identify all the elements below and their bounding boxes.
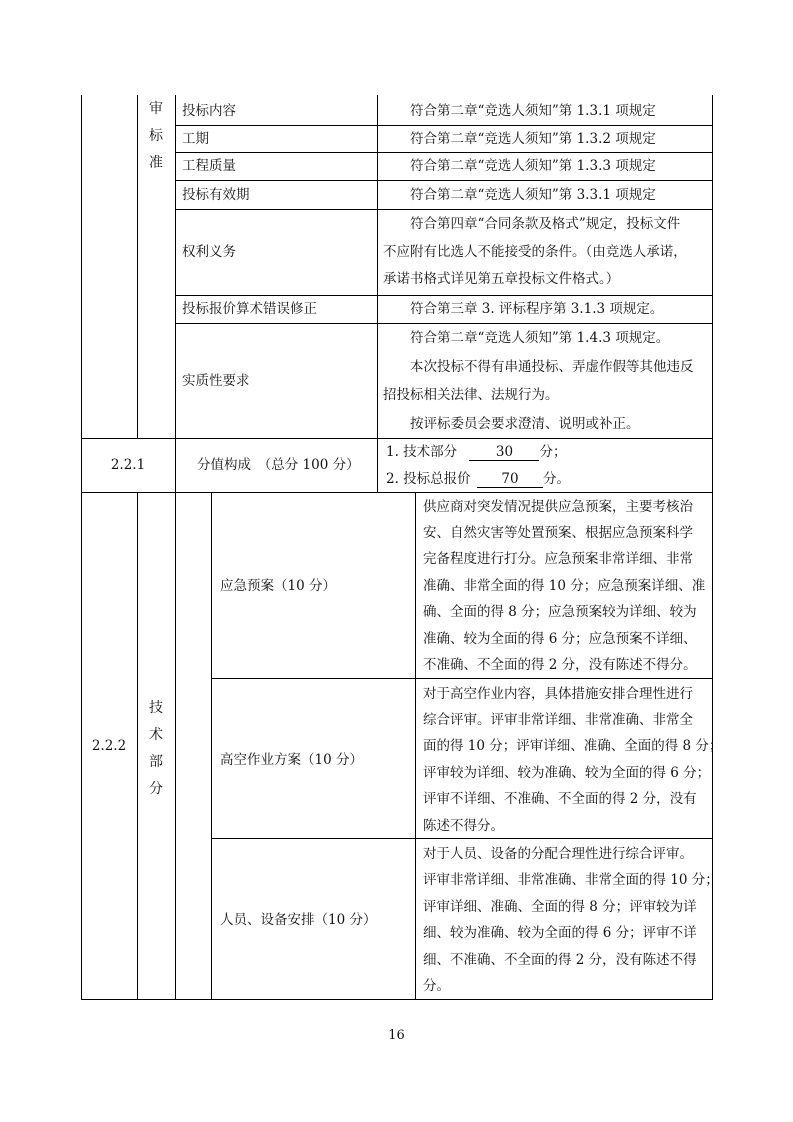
page-number: 16: [388, 1028, 405, 1043]
review-criterion-rights-line: 符合第四章“合同条款及格式”规定，投标文件: [383, 216, 681, 232]
review-divider-2: [175, 95, 176, 438]
score-code: 2.2.1: [110, 457, 146, 473]
review-criterion-substantive-line: 按评标委员会要求澄清、说明或补正。: [383, 416, 640, 432]
tech-item-emergency-plan-line: 完备程度进行打分。应急预案非常详细、非常: [423, 551, 693, 567]
review-row-line: [175, 295, 712, 296]
tech-divider-3: [211, 492, 212, 1000]
tech-item-emergency-plan-line: 供应商对突发情况提供应急预案，主要考核治: [423, 499, 693, 515]
tech-code: 2.2.2: [91, 738, 127, 754]
score-price-value: 70: [477, 471, 543, 488]
tech-item-staffing-equipment-line: 细、较为准确、较为全面的得 6 分；评审不详: [423, 925, 697, 941]
tech-item-high-altitude-plan-line: 评审不详细、不准确、不全面的得 2 分，没有: [423, 791, 697, 807]
review-item-quality: 工程质量: [182, 158, 236, 174]
review-row-line: [175, 125, 712, 126]
tech-item-staffing-equipment-line: 评审详细、准确、全面的得 8 分；评审较为详: [423, 899, 697, 915]
review-row-line: [175, 180, 712, 181]
review-criterion-scope: 符合第二章“竞选人须知”第 1.3.1 项规定: [383, 103, 656, 119]
review-divider-1: [137, 95, 138, 438]
review-item-validity: 投标有效期: [182, 187, 250, 203]
tech-item-staffing-equipment-line: 分。: [423, 978, 450, 994]
review-criterion-substantive-line: 招投标相关法律、法规行为。: [383, 387, 559, 403]
review-row-line: [175, 323, 712, 324]
tech-item-high-altitude-plan-line: 对于高空作业内容，具体措施安排合理性进行: [423, 686, 693, 702]
review-criterion-duration: 符合第二章“竞选人须知”第 1.3.2 项规定: [383, 131, 656, 147]
tech-divider-2: [175, 492, 176, 1000]
tech-item-emergency-plan-line: 确、全面的得 8 分；应急预案较为详细、较为: [423, 604, 697, 620]
tech-item-high-altitude-plan-line: 综合评审。评审非常详细、非常准确、非常全: [423, 712, 693, 728]
review-criterion-quality: 符合第二章“竞选人须知”第 1.3.3 项规定: [383, 158, 656, 174]
review-row-line: [175, 209, 712, 210]
review-item-substantive: 实质性要求: [182, 373, 250, 389]
review-item-rights: 权利义务: [182, 244, 236, 260]
tech-item-emergency-plan: 应急预案（10 分）: [220, 578, 336, 594]
tech-item-staffing-equipment-line: 细、不准确、不全面的得 2 分，没有陈述不得: [423, 952, 697, 968]
tech-item-high-altitude-plan-line: 陈述不得分。: [423, 818, 504, 834]
score-technical-unit: 分；: [539, 444, 567, 460]
table-border-left: [81, 95, 82, 1000]
score-price-label: 2. 投标总报价: [386, 471, 471, 487]
score-divider-2: [377, 438, 378, 492]
tech-divider-1: [137, 492, 138, 1000]
tech-item-high-altitude-plan-line: 评审较为详细、较为准确、较为全面的得 6 分；: [423, 765, 711, 781]
score-technical: [386, 443, 566, 461]
review-item-price-correction: 投标报价算术错误修正: [182, 301, 317, 317]
tech-divider-4: [415, 492, 416, 1000]
tech-item-staffing-equipment-line: 对于人员、设备的分配合理性进行综合评审。: [423, 846, 693, 862]
review-item-scope: 投标内容: [182, 103, 236, 119]
tech-item-staffing-equipment-line: 评审非常详细、非常准确、非常全面的得 10 分；: [423, 872, 719, 888]
review-criterion-rights-line: 承诺书格式详见第五章投标文件格式。）: [383, 271, 620, 287]
review-criterion-price-correction: 符合第三章 3. 评标程序第 3.1.3 项规定。: [383, 301, 664, 317]
tech-label: 技术部分: [149, 700, 163, 797]
tech-item-emergency-plan-line: 准确、较为全面的得 6 分；应急预案不详细、: [423, 631, 697, 647]
tech-item-high-altitude-plan-line: 面的得 10 分；评审详细、准确、全面的得 8 分；: [423, 738, 723, 754]
tech-row-line: [211, 838, 712, 839]
review-row-line: [175, 152, 712, 153]
score-technical-label: 1. 技术部分: [386, 444, 458, 460]
tech-item-emergency-plan-line: 准确、非常全面的得 10 分；应急预案详细、准: [423, 578, 706, 594]
review-criterion-rights-line: 不应附有比选人不能接受的条件。（由竞选人承诺，: [383, 244, 687, 260]
review-item-duration: 工期: [182, 131, 209, 147]
review-label: 审标准: [149, 101, 163, 171]
tech-item-high-altitude-plan: 高空作业方案（10 分）: [220, 752, 363, 768]
tech-item-staffing-equipment: 人员、设备安排（10 分）: [220, 912, 377, 928]
review-divider-3: [377, 95, 378, 438]
tech-item-emergency-plan-line: 不准确、不全面的得 2 分，没有陈述不得分。: [423, 657, 697, 673]
tech-row-line: [211, 678, 712, 679]
tech-item-emergency-plan-line: 安、自然灾害等处置预案、根据应急预案科学: [423, 525, 693, 541]
score-label: 分值构成 （总分 100 分）: [197, 457, 360, 473]
score-price: [386, 470, 570, 488]
review-criterion-substantive-line: 本次投标不得有串通投标、弄虚作假等其他违反: [383, 359, 694, 375]
score-divider-1: [175, 438, 176, 492]
score-technical-value: 30: [469, 444, 539, 461]
table-border-bottom: [81, 999, 713, 1000]
review-criterion-validity: 符合第二章“竞选人须知”第 3.3.1 项规定: [383, 187, 656, 203]
review-criterion-substantive-line: 符合第二章“竞选人须知”第 1.4.3 项规定。: [383, 330, 670, 346]
score-price-unit: 分。: [542, 471, 570, 487]
table-border-right: [712, 95, 713, 1000]
